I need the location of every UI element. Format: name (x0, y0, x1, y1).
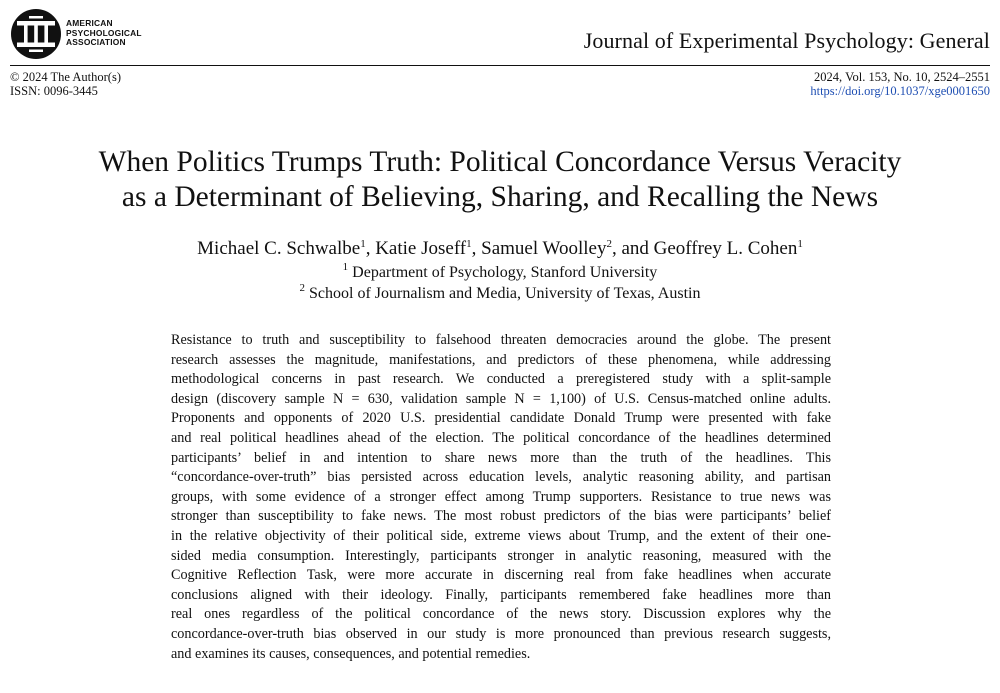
header-divider (10, 65, 990, 66)
abstract-line: research assesses the magnitude, manifestations, and predictors of these phenomena, while addressing (171, 351, 831, 368)
abstract-line: Cognitive Reflection Task, were more accurate in discerning real from fake headlines when accurate (171, 567, 831, 584)
copyright-line: © 2024 The Author(s) (10, 70, 121, 84)
author-name: Samuel Woolley (481, 238, 607, 259)
title-line: When Politics Trumps Truth: Political Concordance Versus Veracity (98, 146, 902, 178)
abstract-line: real ones regardless of the political concordance of the news story. Discussion explores why the (171, 606, 831, 623)
author-separator: , (365, 238, 376, 259)
author-affiliation-marker: 2 (606, 238, 612, 250)
author-affiliation-marker: 1 (466, 238, 472, 250)
publisher-name (66, 19, 142, 48)
author-name: Michael C. Schwalbe (197, 238, 361, 259)
publisher-logo (10, 8, 190, 60)
author-list (0, 237, 1000, 261)
abstract-line: groups, with some evidence of a stronger effect among Trump supporters. Resistance to true news was (171, 488, 831, 505)
affiliation-text: School of Journalism and Media, University of Texas, Austin (309, 285, 701, 302)
publisher-line: PSYCHOLOGICAL (66, 27, 142, 38)
abstract-line: concordance-over-truth bias observed in our study is more pronounced than previous research suggests, (171, 625, 831, 642)
abstract-line: conclusions aligned with their ideology. Finally, participants remembered fake headlines more than (171, 586, 831, 603)
doi-link[interactable]: https://doi.org/10.1037/xge0001650 (810, 83, 990, 98)
title-line: as a Determinant of Believing, Sharing, and Recalling the News (121, 180, 879, 213)
abstract-line: stronger than susceptibility to fake news. The most robust predictors of the bias were participants’ belief (171, 508, 831, 525)
article-title (0, 145, 1000, 214)
publisher-line: ASSOCIATION (66, 37, 126, 48)
abstract-line: in the relative objectivity of their political side, extreme views about Trump, and the extent of their one- (171, 527, 831, 544)
publication-meta-right (810, 71, 990, 98)
author-name: Katie Joseff (375, 238, 467, 259)
issn-line: ISSN: 0096-3445 (10, 83, 98, 98)
publication-meta-left (10, 71, 121, 98)
abstract-line: Proponents and opponents of 2020 U.S. presidential candidate Donald Trump were presented with fake (171, 410, 831, 427)
affiliation-2 (0, 284, 1000, 304)
abstract-line: and examines its causes, consequences, and potential remedies. (171, 645, 531, 662)
apa-logo-icon (10, 8, 62, 60)
abstract-line: “concordance-over-truth” bias persisted across education levels, analytic reasoning ability, and partisan (171, 469, 831, 486)
affiliation-text: Department of Psychology, Stanford University (352, 264, 658, 281)
author-affiliation-marker: 1 (360, 238, 366, 250)
author-name: Geoffrey L. Cohen (653, 238, 798, 259)
affiliation-number: 1 (342, 261, 349, 273)
affiliation-1 (0, 263, 1000, 283)
abstract (171, 331, 831, 664)
journal-title: Journal of Experimental Psychology: General (583, 28, 990, 53)
publisher-line: AMERICAN (66, 18, 113, 28)
abstract-line: Resistance to truth and susceptibility to falsehood threaten democracies around the globe. The present (171, 332, 831, 348)
abstract-line: and real political headlines ahead of the election. The political concordance of the headlines determined (171, 429, 831, 446)
abstract-line: sided media consumption. Interestingly, participants stronger in analytic reasoning, measured with the (171, 547, 831, 564)
affiliation-number: 2 (299, 282, 306, 294)
author-affiliation-marker: 1 (797, 238, 803, 250)
abstract-line: design (discovery sample N = 630, validation sample N = 1,100) of U.S. Census-matched online adults. (171, 390, 831, 407)
abstract-line: participants’ belief in and intention to share news more than the truth of the headlines. This (171, 449, 831, 466)
author-separator: , and (611, 238, 654, 259)
author-separator: , (471, 238, 482, 259)
page-header (10, 8, 990, 64)
citation-line: 2024, Vol. 153, No. 10, 2524–2551 (814, 70, 990, 84)
abstract-line: methodological concerns in past research. We conducted a preregistered study with a split-sample (171, 371, 831, 388)
